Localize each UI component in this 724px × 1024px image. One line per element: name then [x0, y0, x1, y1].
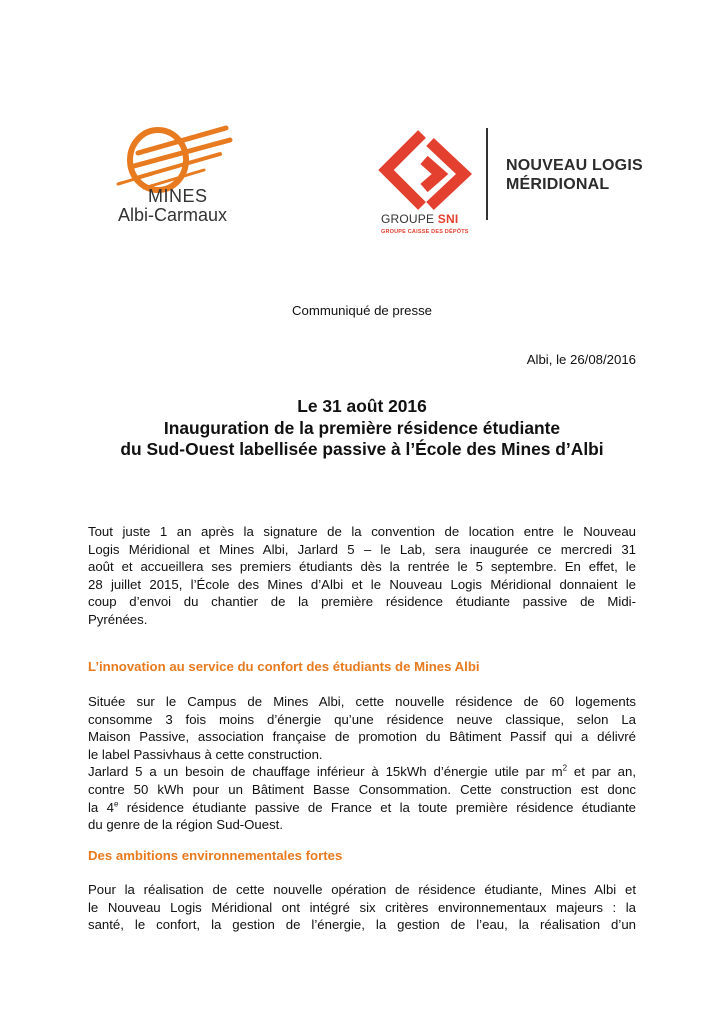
title-line-3: du Sud-Ouest labellisée passive à l’École des Mines d’Albi [120, 439, 604, 459]
paragraph-line: Jarlard 5 a un besoin de chauffage inférieur à 15kWh d’énergie utile par $m^2$ et par an, [88, 763, 637, 780]
logo-divider [486, 128, 488, 220]
intro-paragraph [88, 523, 636, 629]
paragraph-line: Maison Passive, association française de promotion du Bâtiment Passif qui a délivré [88, 729, 636, 745]
paragraph-line: la 4e résidence étudiante passive de France et la toute première résidence étudiante [88, 799, 636, 815]
paragraph-line: 28 juillet 2015, l’École des Mines d’Albi et le Nouveau Logis Méridional donnaient le [88, 576, 636, 592]
paragraph-line: du genre de la région Sud-Ouest. [88, 817, 284, 833]
paragraph-line: le label Passivhaus à cette construction. [88, 746, 323, 762]
sni-logo-subtext: GROUPE CAISSE DES DÉPÔTS [381, 229, 469, 235]
sni-logo-text: GROUPE SNI [381, 212, 459, 226]
section1-paragraph [88, 693, 636, 834]
section-heading-innovation: L’innovation au service du confort des étudiants de Mines Albi [88, 659, 480, 674]
section-heading-ambitions: Des ambitions environnementales fortes [88, 848, 343, 863]
section2-paragraph [88, 881, 636, 934]
paragraph-line: Pour la réalisation de cette nouvelle opération de résidence étudiante, Mines Albi et [88, 882, 636, 897]
groupe-sni-logo-icon [378, 128, 474, 218]
nlm-logo-line1: NOUVEAU LOGIS [506, 157, 643, 174]
paragraph-line: le Nouveau Logis Méridional ont intégré six critères environnementaux majeurs : la [88, 899, 636, 915]
paragraph-line: Située sur le Campus de Mines Albi, cette nouvelle résidence de 60 logements [88, 694, 636, 709]
mines-logo-text: MINES [148, 186, 208, 206]
mines-logo-subtext: Albi-Carmaux [118, 205, 228, 225]
document-label: Communiqué de presse [291, 303, 432, 318]
title-line-2: Inauguration de la première résidence étudiante [163, 417, 561, 438]
paragraph-line: santé, le confort, la gestion de l’énergie, la gestion de l’eau, la réalisation d’un [88, 917, 636, 933]
paragraph-line: Tout juste 1 an après la signature de la convention de location entre le Nouveau [88, 524, 636, 539]
paragraph-line: Logis Méridional et Mines Albi, Jarlard 5 – le Lab, sera inaugurée ce mercredi 31 [88, 541, 636, 557]
paragraph-line: Pyrénées. [88, 611, 148, 627]
page-title [0, 396, 724, 461]
document-date: Albi, le 26/08/2016 [526, 352, 636, 367]
paragraph-line: consomme 3 fois moins d’énergie qu’une résidence neuve classique, selon La [88, 711, 636, 727]
paragraph-line: coup d’envoi du chantier de la première résidence étudiante passive de Midi- [88, 594, 636, 610]
nlm-logo-line2: MÉRIDIONAL [506, 176, 610, 193]
paragraph-line: contre 50 kWh pour un Bâtiment Basse Consommation. Cette construction est donc [88, 781, 636, 797]
title-line-1: Le 31 août 2016 [297, 396, 427, 416]
paragraph-line: août et accueillera ses premiers étudiants dès la rentrée le 5 septembre. En effet, le [88, 559, 636, 575]
